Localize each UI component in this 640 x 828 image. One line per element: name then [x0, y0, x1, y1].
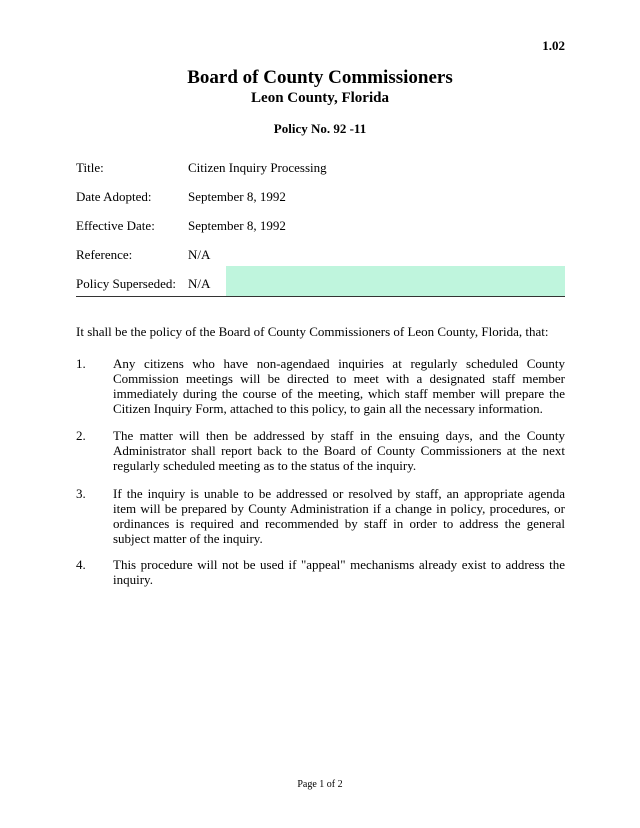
meta-value: N/A [188, 247, 211, 262]
list-item-number: 1. [76, 356, 86, 371]
list-item [76, 486, 565, 546]
list-item-text: The matter will then be addressed by staff in the ensuing days, and the County Administrator shall report back to the Board of County Commissioners at the next regularly scheduled meeting as to the status of the inquiry. [113, 428, 565, 473]
page-footer: Page 1 of 2 [297, 779, 343, 790]
meta-value: Citizen Inquiry Processing [188, 160, 327, 175]
header-divider [76, 296, 565, 297]
meta-label: Date Adopted: [76, 189, 152, 204]
list-item [76, 356, 565, 416]
policy-number: Policy No. 92 -11 [273, 121, 367, 136]
meta-label: Effective Date: [76, 218, 155, 233]
document-subtitle: Leon County, Florida [251, 90, 389, 106]
list-item-number: 3. [76, 486, 86, 501]
meta-label: Reference: [76, 247, 133, 262]
list-item-number: 2. [76, 428, 86, 443]
meta-label: Title: [76, 160, 104, 175]
list-item-text: Any citizens who have non-agendaed inquiries at regularly scheduled County Commission meetings will be directed to meet with a designated staff member immediately during the course of the meeting, which staff member will prepare the Citizen Inquiry Form, attached to this policy, to gain all the necessary information. [113, 356, 565, 416]
meta-value: September 8, 1992 [188, 218, 286, 233]
list-item-text: If the inquiry is unable to be addressed or resolved by staff, an appropriate agenda item will be prepared by County Administration if a change in policy, procedures, or ordinances is required and recommended by staff in order to address the general subject matter of the inquiry. [113, 486, 565, 546]
list-item-text: This procedure will not be used if "appeal" mechanisms already exist to address the inquiry. [113, 557, 565, 587]
meta-value: September 8, 1992 [188, 189, 286, 204]
list-item [76, 557, 565, 587]
meta-label: Policy Superseded: [76, 276, 177, 291]
meta-value: N/A [188, 276, 211, 291]
document-title: Board of County Commissioners [187, 67, 453, 88]
section-number: 1.02 [542, 38, 565, 53]
list-item-number: 4. [76, 557, 86, 572]
policy-intro: It shall be the policy of the Board of County Commissioners of Leon County, Florida, that: [76, 324, 549, 339]
highlight-band [226, 266, 565, 296]
list-item [76, 428, 565, 473]
